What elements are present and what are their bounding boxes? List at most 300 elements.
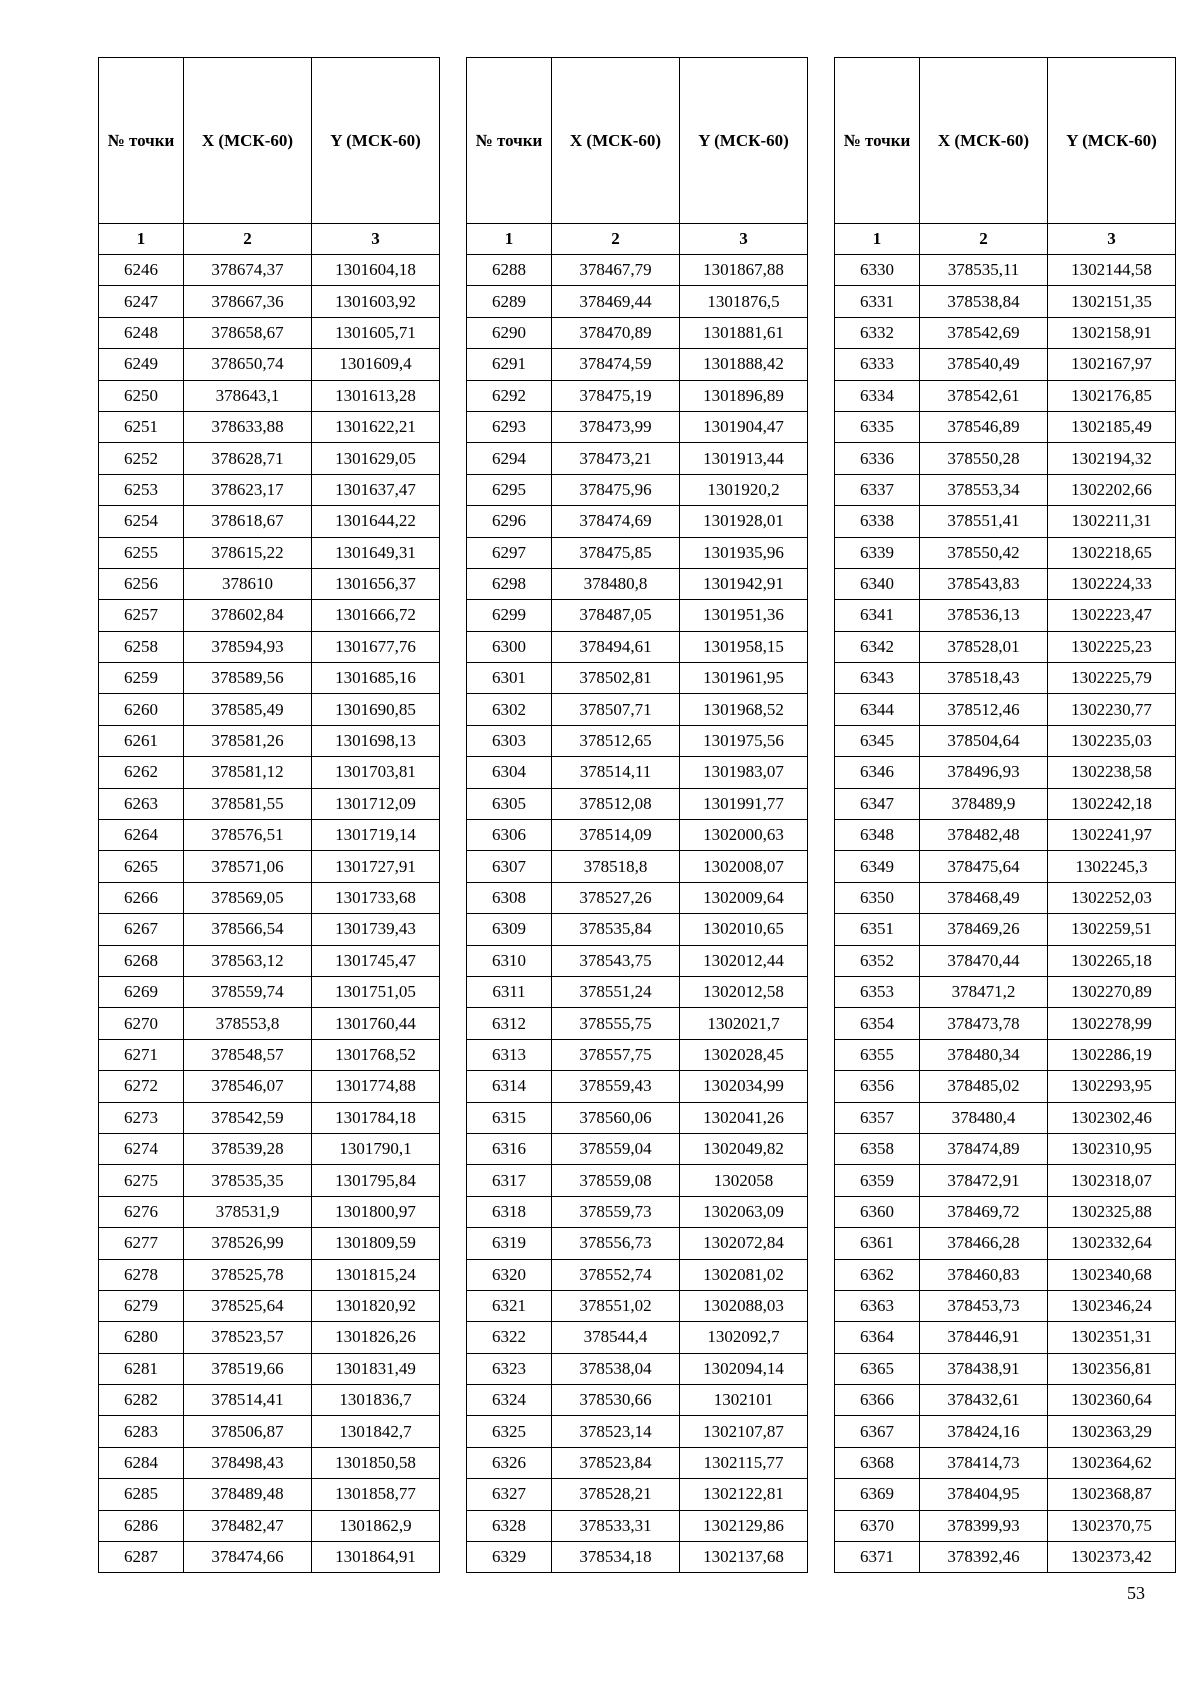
cell-x: 378453,73 (920, 1290, 1048, 1321)
column-number-row (467, 224, 808, 255)
cell-x: 378482,48 (920, 820, 1048, 851)
cell-y: 1302235,03 (1048, 725, 1176, 756)
cell-point-number: 6270 (99, 1008, 184, 1039)
table-row (835, 1039, 1176, 1070)
cell-point-number: 6280 (99, 1322, 184, 1353)
table-row (835, 317, 1176, 348)
cell-y: 1302072,84 (680, 1228, 808, 1259)
table-row (99, 1008, 440, 1039)
cell-y: 1302370,75 (1048, 1510, 1176, 1541)
cell-point-number: 6368 (835, 1447, 920, 1478)
table-row (99, 694, 440, 725)
cell-y: 1301961,95 (680, 663, 808, 694)
table-row (99, 945, 440, 976)
cell-x: 378432,61 (920, 1385, 1048, 1416)
cell-y: 1301712,09 (312, 788, 440, 819)
cell-x: 378480,34 (920, 1039, 1048, 1070)
table-row (99, 1385, 440, 1416)
cell-y: 1302167,97 (1048, 349, 1176, 380)
cell-point-number: 6261 (99, 725, 184, 756)
table-row (99, 1542, 440, 1573)
table-row (467, 1416, 808, 1447)
table-row (467, 1479, 808, 1510)
cell-point-number: 6339 (835, 537, 920, 568)
cell-point-number: 6287 (99, 1542, 184, 1573)
cell-x: 378512,08 (552, 788, 680, 819)
cell-x: 378540,49 (920, 349, 1048, 380)
cell-point-number: 6301 (467, 663, 552, 694)
cell-point-number: 6252 (99, 443, 184, 474)
table-row (835, 411, 1176, 442)
table-row (467, 1133, 808, 1164)
cell-x: 378542,61 (920, 380, 1048, 411)
table-row (467, 380, 808, 411)
coordinates-table-3 (834, 57, 1176, 1573)
table-row (835, 914, 1176, 945)
table-row (835, 725, 1176, 756)
cell-point-number: 6350 (835, 882, 920, 913)
table-row (835, 474, 1176, 505)
column-number: 1 (467, 224, 552, 255)
cell-point-number: 6265 (99, 851, 184, 882)
cell-x: 378496,93 (920, 757, 1048, 788)
table-row (99, 506, 440, 537)
cell-y: 1302081,02 (680, 1259, 808, 1290)
cell-y: 1302265,18 (1048, 945, 1176, 976)
cell-point-number: 6369 (835, 1479, 920, 1510)
cell-point-number: 6345 (835, 725, 920, 756)
cell-x: 378546,89 (920, 411, 1048, 442)
cell-y: 1302012,58 (680, 976, 808, 1007)
cell-point-number: 6344 (835, 694, 920, 725)
cell-point-number: 6341 (835, 600, 920, 631)
cell-y: 1301629,05 (312, 443, 440, 474)
table-row (99, 317, 440, 348)
table-row (835, 1196, 1176, 1227)
cell-y: 1301774,88 (312, 1071, 440, 1102)
cell-x: 378468,49 (920, 882, 1048, 913)
cell-x: 378555,75 (552, 1008, 680, 1039)
table-row (467, 1196, 808, 1227)
cell-x: 378475,85 (552, 537, 680, 568)
cell-y: 1302137,68 (680, 1542, 808, 1573)
cell-point-number: 6302 (467, 694, 552, 725)
table-row (99, 851, 440, 882)
cell-point-number: 6354 (835, 1008, 920, 1039)
table-row (835, 851, 1176, 882)
cell-x: 378523,84 (552, 1447, 680, 1478)
cell-point-number: 6251 (99, 411, 184, 442)
cell-y: 1301920,2 (680, 474, 808, 505)
cell-y: 1301935,96 (680, 537, 808, 568)
cell-y: 1302346,24 (1048, 1290, 1176, 1321)
cell-x: 378502,81 (552, 663, 680, 694)
cell-x: 378506,87 (184, 1416, 312, 1447)
cell-point-number: 6315 (467, 1102, 552, 1133)
table-row (467, 1290, 808, 1321)
cell-y: 1301795,84 (312, 1165, 440, 1196)
cell-point-number: 6271 (99, 1039, 184, 1070)
column-number: 3 (1048, 224, 1176, 255)
cell-y: 1301831,49 (312, 1353, 440, 1384)
cell-y: 1301603,92 (312, 286, 440, 317)
cell-x: 378489,48 (184, 1479, 312, 1510)
table-row (99, 286, 440, 317)
cell-y: 1302252,03 (1048, 882, 1176, 913)
cell-x: 378525,64 (184, 1290, 312, 1321)
cell-x: 378514,09 (552, 820, 680, 851)
cell-x: 378460,83 (920, 1259, 1048, 1290)
cell-y: 1301876,5 (680, 286, 808, 317)
table-row (467, 757, 808, 788)
cell-x: 378551,24 (552, 976, 680, 1007)
table-row (99, 600, 440, 631)
column-number: 3 (680, 224, 808, 255)
cell-x: 378527,26 (552, 882, 680, 913)
table-row (835, 631, 1176, 662)
cell-x: 378571,06 (184, 851, 312, 882)
table-row (467, 1385, 808, 1416)
cell-y: 1302224,33 (1048, 568, 1176, 599)
cell-y: 1301609,4 (312, 349, 440, 380)
cell-x: 378543,75 (552, 945, 680, 976)
table-row (835, 1133, 1176, 1164)
table-row (835, 1228, 1176, 1259)
cell-point-number: 6313 (467, 1039, 552, 1070)
cell-y: 1302176,85 (1048, 380, 1176, 411)
cell-y: 1302012,44 (680, 945, 808, 976)
cell-x: 378475,64 (920, 851, 1048, 882)
cell-y: 1302373,42 (1048, 1542, 1176, 1573)
header-point-number: № точки (99, 58, 184, 224)
cell-y: 1301991,77 (680, 788, 808, 819)
cell-point-number: 6292 (467, 380, 552, 411)
cell-x: 378560,06 (552, 1102, 680, 1133)
table-row (467, 286, 808, 317)
cell-y: 1302340,68 (1048, 1259, 1176, 1290)
cell-x: 378542,59 (184, 1102, 312, 1133)
cell-y: 1302225,79 (1048, 663, 1176, 694)
cell-y: 1302088,03 (680, 1290, 808, 1321)
cell-point-number: 6322 (467, 1322, 552, 1353)
cell-x: 378602,84 (184, 600, 312, 631)
table-row (99, 1228, 440, 1259)
cell-y: 1301690,85 (312, 694, 440, 725)
cell-point-number: 6335 (835, 411, 920, 442)
cell-y: 1302302,46 (1048, 1102, 1176, 1133)
cell-point-number: 6329 (467, 1542, 552, 1573)
cell-y: 1301666,72 (312, 600, 440, 631)
cell-y: 1302360,64 (1048, 1385, 1176, 1416)
cell-y: 1301842,7 (312, 1416, 440, 1447)
cell-x: 378594,93 (184, 631, 312, 662)
cell-x: 378581,12 (184, 757, 312, 788)
cell-x: 378536,13 (920, 600, 1048, 631)
cell-y: 1301604,18 (312, 255, 440, 286)
table-row (467, 1102, 808, 1133)
cell-x: 378585,49 (184, 694, 312, 725)
table-row (99, 443, 440, 474)
cell-y: 1301656,37 (312, 568, 440, 599)
table-row (467, 1039, 808, 1070)
cell-point-number: 6361 (835, 1228, 920, 1259)
table-row (835, 1447, 1176, 1478)
cell-y: 1301605,71 (312, 317, 440, 348)
cell-point-number: 6309 (467, 914, 552, 945)
table-row (99, 1071, 440, 1102)
cell-y: 1302363,29 (1048, 1416, 1176, 1447)
cell-point-number: 6349 (835, 851, 920, 882)
cell-point-number: 6306 (467, 820, 552, 851)
cell-point-number: 6330 (835, 255, 920, 286)
table-row (467, 882, 808, 913)
cell-point-number: 6346 (835, 757, 920, 788)
cell-y: 1302230,77 (1048, 694, 1176, 725)
cell-y: 1301727,91 (312, 851, 440, 882)
cell-point-number: 6266 (99, 882, 184, 913)
cell-point-number: 6348 (835, 820, 920, 851)
cell-y: 1301644,22 (312, 506, 440, 537)
table-row (835, 1416, 1176, 1447)
cell-x: 378553,34 (920, 474, 1048, 505)
cell-y: 1302021,7 (680, 1008, 808, 1039)
table-row (99, 725, 440, 756)
cell-y: 1302185,49 (1048, 411, 1176, 442)
cell-point-number: 6260 (99, 694, 184, 725)
cell-x: 378528,01 (920, 631, 1048, 662)
cell-point-number: 6362 (835, 1259, 920, 1290)
cell-x: 378399,93 (920, 1510, 1048, 1541)
table-row (467, 1510, 808, 1541)
cell-y: 1301685,16 (312, 663, 440, 694)
table-row (467, 411, 808, 442)
header-x: X (МСК-60) (184, 58, 312, 224)
table-row (99, 1165, 440, 1196)
cell-point-number: 6308 (467, 882, 552, 913)
cell-y: 1301858,77 (312, 1479, 440, 1510)
cell-point-number: 6278 (99, 1259, 184, 1290)
cell-y: 1302115,77 (680, 1447, 808, 1478)
table-row (99, 349, 440, 380)
cell-y: 1301733,68 (312, 882, 440, 913)
cell-point-number: 6298 (467, 568, 552, 599)
cell-y: 1302049,82 (680, 1133, 808, 1164)
cell-point-number: 6299 (467, 600, 552, 631)
cell-x: 378474,89 (920, 1133, 1048, 1164)
table-row (467, 443, 808, 474)
cell-point-number: 6343 (835, 663, 920, 694)
cell-x: 378480,8 (552, 568, 680, 599)
header-x: X (МСК-60) (920, 58, 1048, 224)
header-row (835, 58, 1176, 224)
table-row (467, 914, 808, 945)
cell-y: 1302223,47 (1048, 600, 1176, 631)
cell-point-number: 6323 (467, 1353, 552, 1384)
cell-point-number: 6272 (99, 1071, 184, 1102)
cell-x: 378470,89 (552, 317, 680, 348)
cell-point-number: 6268 (99, 945, 184, 976)
cell-point-number: 6317 (467, 1165, 552, 1196)
cell-point-number: 6257 (99, 600, 184, 631)
cell-x: 378392,46 (920, 1542, 1048, 1573)
cell-x: 378546,07 (184, 1071, 312, 1102)
cell-x: 378469,26 (920, 914, 1048, 945)
cell-x: 378528,21 (552, 1479, 680, 1510)
table-row (467, 1008, 808, 1039)
cell-y: 1302101 (680, 1385, 808, 1416)
table-row (99, 255, 440, 286)
cell-y: 1302310,95 (1048, 1133, 1176, 1164)
table-row (99, 1196, 440, 1227)
cell-x: 378533,31 (552, 1510, 680, 1541)
cell-x: 378566,54 (184, 914, 312, 945)
cell-y: 1302332,64 (1048, 1228, 1176, 1259)
cell-point-number: 6262 (99, 757, 184, 788)
cell-y: 1302325,88 (1048, 1196, 1176, 1227)
cell-x: 378474,59 (552, 349, 680, 380)
cell-y: 1301881,61 (680, 317, 808, 348)
cell-x: 378485,02 (920, 1071, 1048, 1102)
cell-y: 1301968,52 (680, 694, 808, 725)
table-row (467, 1228, 808, 1259)
cell-y: 1302286,19 (1048, 1039, 1176, 1070)
table-row (835, 1259, 1176, 1290)
cell-point-number: 6360 (835, 1196, 920, 1227)
cell-x: 378518,8 (552, 851, 680, 882)
cell-y: 1301809,59 (312, 1228, 440, 1259)
cell-y: 1302242,18 (1048, 788, 1176, 819)
cell-y: 1301864,91 (312, 1542, 440, 1573)
cell-x: 378512,65 (552, 725, 680, 756)
table-row (99, 976, 440, 1007)
cell-x: 378559,43 (552, 1071, 680, 1102)
table-row (467, 820, 808, 851)
table-row (99, 1133, 440, 1164)
table-row (467, 725, 808, 756)
cell-x: 378539,28 (184, 1133, 312, 1164)
cell-y: 1301826,26 (312, 1322, 440, 1353)
table-row (99, 1416, 440, 1447)
cell-y: 1302270,89 (1048, 976, 1176, 1007)
table-row (835, 1102, 1176, 1133)
table-row (467, 1165, 808, 1196)
cell-x: 378550,42 (920, 537, 1048, 568)
table-row (467, 474, 808, 505)
cell-point-number: 6356 (835, 1071, 920, 1102)
cell-x: 378494,61 (552, 631, 680, 662)
cell-point-number: 6296 (467, 506, 552, 537)
cell-x: 378551,02 (552, 1290, 680, 1321)
cell-point-number: 6258 (99, 631, 184, 662)
cell-x: 378526,99 (184, 1228, 312, 1259)
cell-y: 1301862,9 (312, 1510, 440, 1541)
cell-point-number: 6307 (467, 851, 552, 882)
table-row (99, 914, 440, 945)
header-x: X (МСК-60) (552, 58, 680, 224)
table-row (835, 1542, 1176, 1573)
cell-x: 378633,88 (184, 411, 312, 442)
cell-y: 1302225,23 (1048, 631, 1176, 662)
cell-y: 1301815,24 (312, 1259, 440, 1290)
table-row (467, 349, 808, 380)
cell-point-number: 6269 (99, 976, 184, 1007)
cell-x: 378623,17 (184, 474, 312, 505)
cell-y: 1302158,91 (1048, 317, 1176, 348)
table-row (467, 631, 808, 662)
table-row (467, 1322, 808, 1353)
table-row (99, 1510, 440, 1541)
cell-x: 378414,73 (920, 1447, 1048, 1478)
cell-point-number: 6366 (835, 1385, 920, 1416)
cell-y: 1301896,89 (680, 380, 808, 411)
cell-point-number: 6249 (99, 349, 184, 380)
table-row (99, 1353, 440, 1384)
cell-y: 1302351,31 (1048, 1322, 1176, 1353)
cell-y: 1301703,81 (312, 757, 440, 788)
cell-point-number: 6273 (99, 1102, 184, 1133)
table-row (467, 976, 808, 1007)
cell-point-number: 6276 (99, 1196, 184, 1227)
table-row (99, 820, 440, 851)
cell-point-number: 6305 (467, 788, 552, 819)
table-row (99, 788, 440, 819)
table-row (835, 255, 1176, 286)
cell-point-number: 6353 (835, 976, 920, 1007)
table-row (99, 757, 440, 788)
cell-point-number: 6263 (99, 788, 184, 819)
cell-y: 1301760,44 (312, 1008, 440, 1039)
table-row (99, 882, 440, 913)
cell-x: 378535,84 (552, 914, 680, 945)
cell-y: 1301942,91 (680, 568, 808, 599)
column-number-row (99, 224, 440, 255)
table-row (835, 506, 1176, 537)
header-y: Y (МСК-60) (1048, 58, 1176, 224)
table-row (835, 820, 1176, 851)
table-row (835, 1071, 1176, 1102)
column-number: 2 (184, 224, 312, 255)
cell-point-number: 6248 (99, 317, 184, 348)
table-row (835, 882, 1176, 913)
cell-y: 1302107,87 (680, 1416, 808, 1447)
cell-x: 378576,51 (184, 820, 312, 851)
cell-x: 378559,73 (552, 1196, 680, 1227)
cell-point-number: 6283 (99, 1416, 184, 1447)
table-row (467, 255, 808, 286)
table-row (467, 851, 808, 882)
cell-point-number: 6352 (835, 945, 920, 976)
table-row (467, 600, 808, 631)
cell-point-number: 6275 (99, 1165, 184, 1196)
cell-point-number: 6247 (99, 286, 184, 317)
cell-point-number: 6320 (467, 1259, 552, 1290)
cell-x: 378475,96 (552, 474, 680, 505)
cell-x: 378473,99 (552, 411, 680, 442)
cell-y: 1302094,14 (680, 1353, 808, 1384)
cell-x: 378559,04 (552, 1133, 680, 1164)
cell-point-number: 6359 (835, 1165, 920, 1196)
cell-point-number: 6337 (835, 474, 920, 505)
cell-x: 378615,22 (184, 537, 312, 568)
cell-point-number: 6291 (467, 349, 552, 380)
cell-point-number: 6327 (467, 1479, 552, 1510)
cell-point-number: 6338 (835, 506, 920, 537)
table-row (99, 1447, 440, 1478)
cell-point-number: 6328 (467, 1510, 552, 1541)
cell-x: 378514,11 (552, 757, 680, 788)
cell-point-number: 6254 (99, 506, 184, 537)
cell-y: 1302202,66 (1048, 474, 1176, 505)
